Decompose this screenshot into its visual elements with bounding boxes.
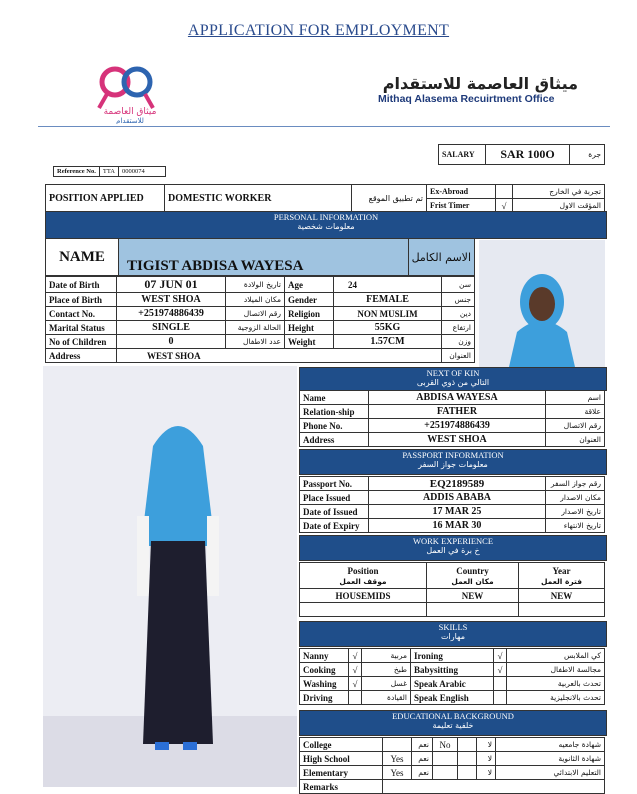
- passport-no-label: Passport No.: [300, 477, 369, 491]
- position-label-ar: تم تطبيق الموقع: [352, 185, 427, 213]
- remarks-label: Remarks: [300, 780, 383, 794]
- marital-label: Marital Status: [46, 321, 117, 335]
- salary-label: SALARY: [439, 145, 486, 165]
- company-logo: [85, 62, 175, 124]
- kin-header: NEXT OF KIN التالي من ذوي القربى: [299, 367, 607, 391]
- contact-label-ar: رقم الاتصال: [226, 307, 285, 321]
- work-col-year: Year فترة العمل: [519, 563, 605, 589]
- passport-header: PASSPORT INFORMATION معلومات جواز السفر: [299, 449, 607, 475]
- religion-label: Religion: [285, 307, 334, 321]
- work-col-country: Country مكان العمل: [427, 563, 519, 589]
- first-timer-label-ar: المؤقت الاول: [513, 199, 605, 213]
- weight-label: Weight: [285, 335, 334, 349]
- address-label-ar: العنوان: [442, 349, 475, 363]
- height-label: Height: [285, 321, 334, 335]
- kin-phone-value: +251974886439: [369, 419, 546, 433]
- table-row: Washing √ غسل Speak Arabic تحدث بالعربية: [300, 677, 605, 691]
- position-label: POSITION APPLIED: [46, 185, 165, 213]
- skills-header: SKILLS مهارات: [299, 621, 607, 647]
- passport-issued-label-ar: تاريخ الاصدار: [546, 505, 605, 519]
- religion-value: NON MUSLIM: [334, 307, 442, 321]
- kin-addr-label-ar: العنوان: [546, 433, 605, 447]
- passport-no-label-ar: رقم جواز السفر: [546, 477, 605, 491]
- passport-table: [299, 476, 605, 533]
- pob-label-ar: مكان الميلاد: [226, 293, 285, 307]
- kin-table: [299, 390, 605, 447]
- salary-label-ar: جرة: [570, 145, 605, 165]
- passport-expiry-label-ar: تاريخ الانتهاء: [546, 519, 605, 533]
- reference-label: Reference No.: [54, 167, 100, 177]
- passport-no-value: EQ2189589: [369, 477, 546, 491]
- marital-label-ar: الحالة الزوجية: [226, 321, 285, 335]
- table-row: Driving القيادة Speak English تحدث بالانجليزية: [300, 691, 605, 705]
- weight-value: 1.57CM: [334, 335, 442, 349]
- age-value: 24: [334, 277, 442, 293]
- work-header: WORK EXPERIENCE خ برة في العمل: [299, 535, 607, 561]
- personal-details-table: [45, 276, 475, 363]
- kin-rel-label-ar: علاقة: [546, 405, 605, 419]
- kin-addr-label: Address: [300, 433, 369, 447]
- age-label: Age: [285, 277, 334, 293]
- education-table: [299, 737, 605, 794]
- reference-table: [53, 166, 166, 177]
- first-timer-label: Frist Timer: [427, 199, 496, 213]
- ribbon-logo-icon: [85, 62, 175, 124]
- contact-label: Contact No.: [46, 307, 117, 321]
- applicant-photo-full: [43, 366, 297, 787]
- dob-value: 07 JUN 01: [117, 277, 226, 293]
- person-full-body-icon: [43, 366, 297, 787]
- table-row: Nanny √ مربية Ironing √ كي الملابس: [300, 649, 605, 663]
- applicant-name: TIGIST ABDISA WAYESA: [119, 239, 409, 276]
- kin-phone-label: Phone No.: [300, 419, 369, 433]
- table-row: High School Yes نعم لا شهادة الثانوية: [300, 752, 605, 766]
- passport-issued-label: Date of Issued: [300, 505, 369, 519]
- kin-phone-label-ar: رقم الاتصال: [546, 419, 605, 433]
- kin-rel-label: Relation-ship: [300, 405, 369, 419]
- logo-text: ميثاق العاصمة: [103, 107, 157, 117]
- height-value: 55KG: [334, 321, 442, 335]
- reference-prefix: TTA: [99, 167, 118, 177]
- name-label: NAME: [46, 239, 119, 276]
- table-row: Elementary Yes نعم لا التعليم الابتدائي: [300, 766, 605, 780]
- address-label: Address: [46, 349, 117, 363]
- passport-expiry-value: 16 MAR 30: [369, 519, 546, 533]
- dob-label: Date of Birth: [46, 277, 117, 293]
- pob-label: Place of Birth: [46, 293, 117, 307]
- salary-value: SAR 100O: [486, 145, 570, 165]
- children-value: 0: [117, 335, 226, 349]
- kin-rel-value: FATHER: [369, 405, 546, 419]
- gender-label: Gender: [285, 293, 334, 307]
- person-portrait-icon: [479, 240, 605, 367]
- children-label-ar: عدد الاطفال: [226, 335, 285, 349]
- marital-value: SINGLE: [117, 321, 226, 335]
- first-timer-check: √: [496, 199, 513, 213]
- passport-issued-value: 17 MAR 25: [369, 505, 546, 519]
- company-name: [378, 74, 578, 105]
- skills-table: [299, 648, 605, 705]
- kin-name-label: Name: [300, 391, 369, 405]
- applicant-photo-small: [479, 240, 605, 367]
- children-label: No of Children: [46, 335, 117, 349]
- svg-text:للاستقدام: للاستقدام: [116, 117, 144, 124]
- personal-header: PERSONAL INFORMATION معلومات شخصية: [45, 211, 607, 239]
- page-title: APPLICATION FOR EMPLOYMENT: [187, 22, 450, 39]
- height-label-ar: ارتفاع: [442, 321, 475, 335]
- table-row: Cooking √ طبخ Babysitting √ مجالسة الاطفال: [300, 663, 605, 677]
- passport-place-value: ADDIS ABABA: [369, 491, 546, 505]
- gender-value: FEMALE: [334, 293, 442, 307]
- weight-label-ar: وزن: [442, 335, 475, 349]
- address-value: WEST SHOA: [117, 349, 442, 363]
- gender-label-ar: جنس: [442, 293, 475, 307]
- reference-number: 0000074: [119, 167, 166, 177]
- passport-expiry-label: Date of Expiry: [300, 519, 369, 533]
- kin-addr-value: WEST SHOA: [369, 433, 546, 447]
- education-header: EDUCATIONAL BACKGROUND خلفية تعليمة: [299, 710, 607, 736]
- salary-table: [438, 144, 605, 165]
- passport-place-label-ar: مكان الاصدار: [546, 491, 605, 505]
- name-label-ar: الاسم الكامل: [408, 239, 474, 276]
- name-table: [45, 238, 475, 276]
- dob-label-ar: تاريخ الولادة: [226, 277, 285, 293]
- company-name-en: Mithaq Alasema Recuirtment Office: [378, 93, 555, 105]
- age-label-ar: سن: [442, 277, 475, 293]
- contact-value: +251974886439: [117, 307, 226, 321]
- pob-value: WEST SHOA: [117, 293, 226, 307]
- abroad-label-ar: تجربة في الخارج: [513, 185, 605, 199]
- position-table: [45, 184, 605, 213]
- table-row: HOUSEMIDS NEW NEW: [300, 589, 605, 603]
- kin-name-value: ABDISA WAYESA: [369, 391, 546, 405]
- abroad-label: Ex-Abroad: [427, 185, 496, 199]
- passport-place-label: Place Issued: [300, 491, 369, 505]
- table-row: College نعم No لا شهادة جامعيه: [300, 738, 605, 752]
- kin-name-label-ar: اسم: [546, 391, 605, 405]
- header-divider: [38, 126, 610, 127]
- position-value: DOMESTIC WORKER: [165, 185, 352, 213]
- work-table: [299, 562, 605, 617]
- company-name-ar: ميثاق العاصمة للاستقدام: [382, 74, 578, 93]
- religion-label-ar: دين: [442, 307, 475, 321]
- work-col-position: Position موقف العمل: [300, 563, 427, 589]
